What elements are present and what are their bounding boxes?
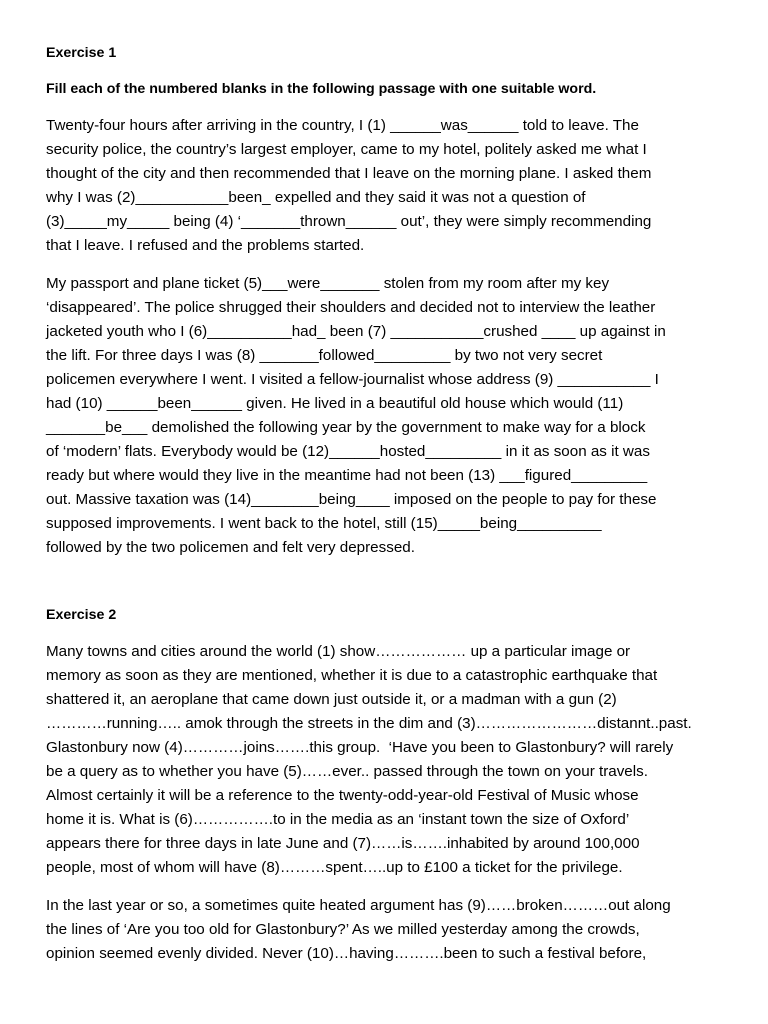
text-line: people, most of whom will have (8)………spent…..up to £100 a ticket for the privilege. xyxy=(46,859,623,876)
text-line: of ‘modern’ flats. Everybody would be (12)______hosted_________ in it as soon as it was xyxy=(46,443,650,460)
exercise-1-paragraph-2 xyxy=(46,272,728,560)
text-line: Almost certainly it will be a reference to the twenty-odd-year-old Festival of Music whose xyxy=(46,787,639,804)
text-line: …………running….. amok through the streets in the dim and (3)……………………distannt..past. xyxy=(46,715,692,732)
text-line: (3)_____my_____ being (4) ‘_______thrown______ out’, they were simply recommending xyxy=(46,213,652,230)
text-line: home it is. What is (6)…………….to in the media as an ‘instant town the size of Oxford’ xyxy=(46,811,630,828)
text-line: shattered it, an aeroplane that came down just outside it, or a madman with a gun (2) xyxy=(46,691,617,708)
exercise-1-instruction: Fill each of the numbered blanks in the following passage with one suitable word. xyxy=(46,81,597,97)
exercise-2-section xyxy=(46,604,728,966)
text-line: the lift. For three days I was (8) _______followed_________ by two not very secret xyxy=(46,347,603,364)
exercise-1-heading: Exercise 1 xyxy=(46,45,117,61)
text-line: had (10) ______been______ given. He lived in a beautiful old house which would (11) xyxy=(46,395,624,412)
text-line: out. Massive taxation was (14)________being____ imposed on the people to pay for these xyxy=(46,491,657,508)
exercise-2-paragraph-1 xyxy=(46,640,728,880)
text-line: Many towns and cities around the world (1) show……………… up a particular image or xyxy=(46,643,631,660)
exercise-1-section xyxy=(46,42,728,560)
text-line: jacketed youth who I (6)__________had_ been (7) ___________crushed ____ up against in xyxy=(46,323,666,340)
exercise-2-heading: Exercise 2 xyxy=(46,607,117,623)
text-line: ‘disappeared’. The police shrugged their shoulders and decided not to interview the leather xyxy=(46,299,656,316)
text-line: In the last year or so, a sometimes quite heated argument has (9)……broken………out along xyxy=(46,897,671,914)
exercise-2-paragraph-2 xyxy=(46,894,728,966)
text-line: Twenty-four hours after arriving in the country, I (1) ______was______ told to leave. The xyxy=(46,117,639,134)
text-line: My passport and plane ticket (5)___were_______ stolen from my room after my key xyxy=(46,275,610,292)
text-line: security police, the country’s largest employer, came to my hotel, politely asked me what I xyxy=(46,141,647,158)
text-line: appears there for three days in late June and (7)……is…….inhabited by around 100,000 xyxy=(46,835,640,852)
text-line: why I was (2)___________been_ expelled and they said it was not a question of xyxy=(46,189,586,206)
text-line: policemen everywhere I went. I visited a fellow-journalist whose address (9) ___________ I xyxy=(46,371,659,388)
text-line: _______be___ demolished the following year by the government to make way for a block xyxy=(46,419,646,436)
text-line: thought of the city and then recommended that I leave on the morning plane. I asked them xyxy=(46,165,652,182)
text-line: Glastonbury now (4)…………joins…….this group. ‘Have you been to Glastonbury? will rarely xyxy=(46,739,674,756)
text-line: the lines of ‘Are you too old for Glastonbury?’ As we milled yesterday among the crowds, xyxy=(46,921,640,938)
text-line: memory as soon as they are mentioned, whether it is due to a catastrophic earthquake that xyxy=(46,667,658,684)
text-line: supposed improvements. I went back to the hotel, still (15)_____being__________ xyxy=(46,515,602,532)
exercise-1-paragraph-1 xyxy=(46,114,728,258)
text-line: followed by the two policemen and felt very depressed. xyxy=(46,539,415,556)
text-line: be a query as to whether you have (5)……ever.. passed through the town on your travels. xyxy=(46,763,648,780)
text-line: opinion seemed evenly divided. Never (10)…having……….been to such a festival before, xyxy=(46,945,647,962)
text-line: that I leave. I refused and the problems started. xyxy=(46,237,365,254)
text-line: ready but where would they live in the meantime had not been (13) ___figured_________ xyxy=(46,467,648,484)
